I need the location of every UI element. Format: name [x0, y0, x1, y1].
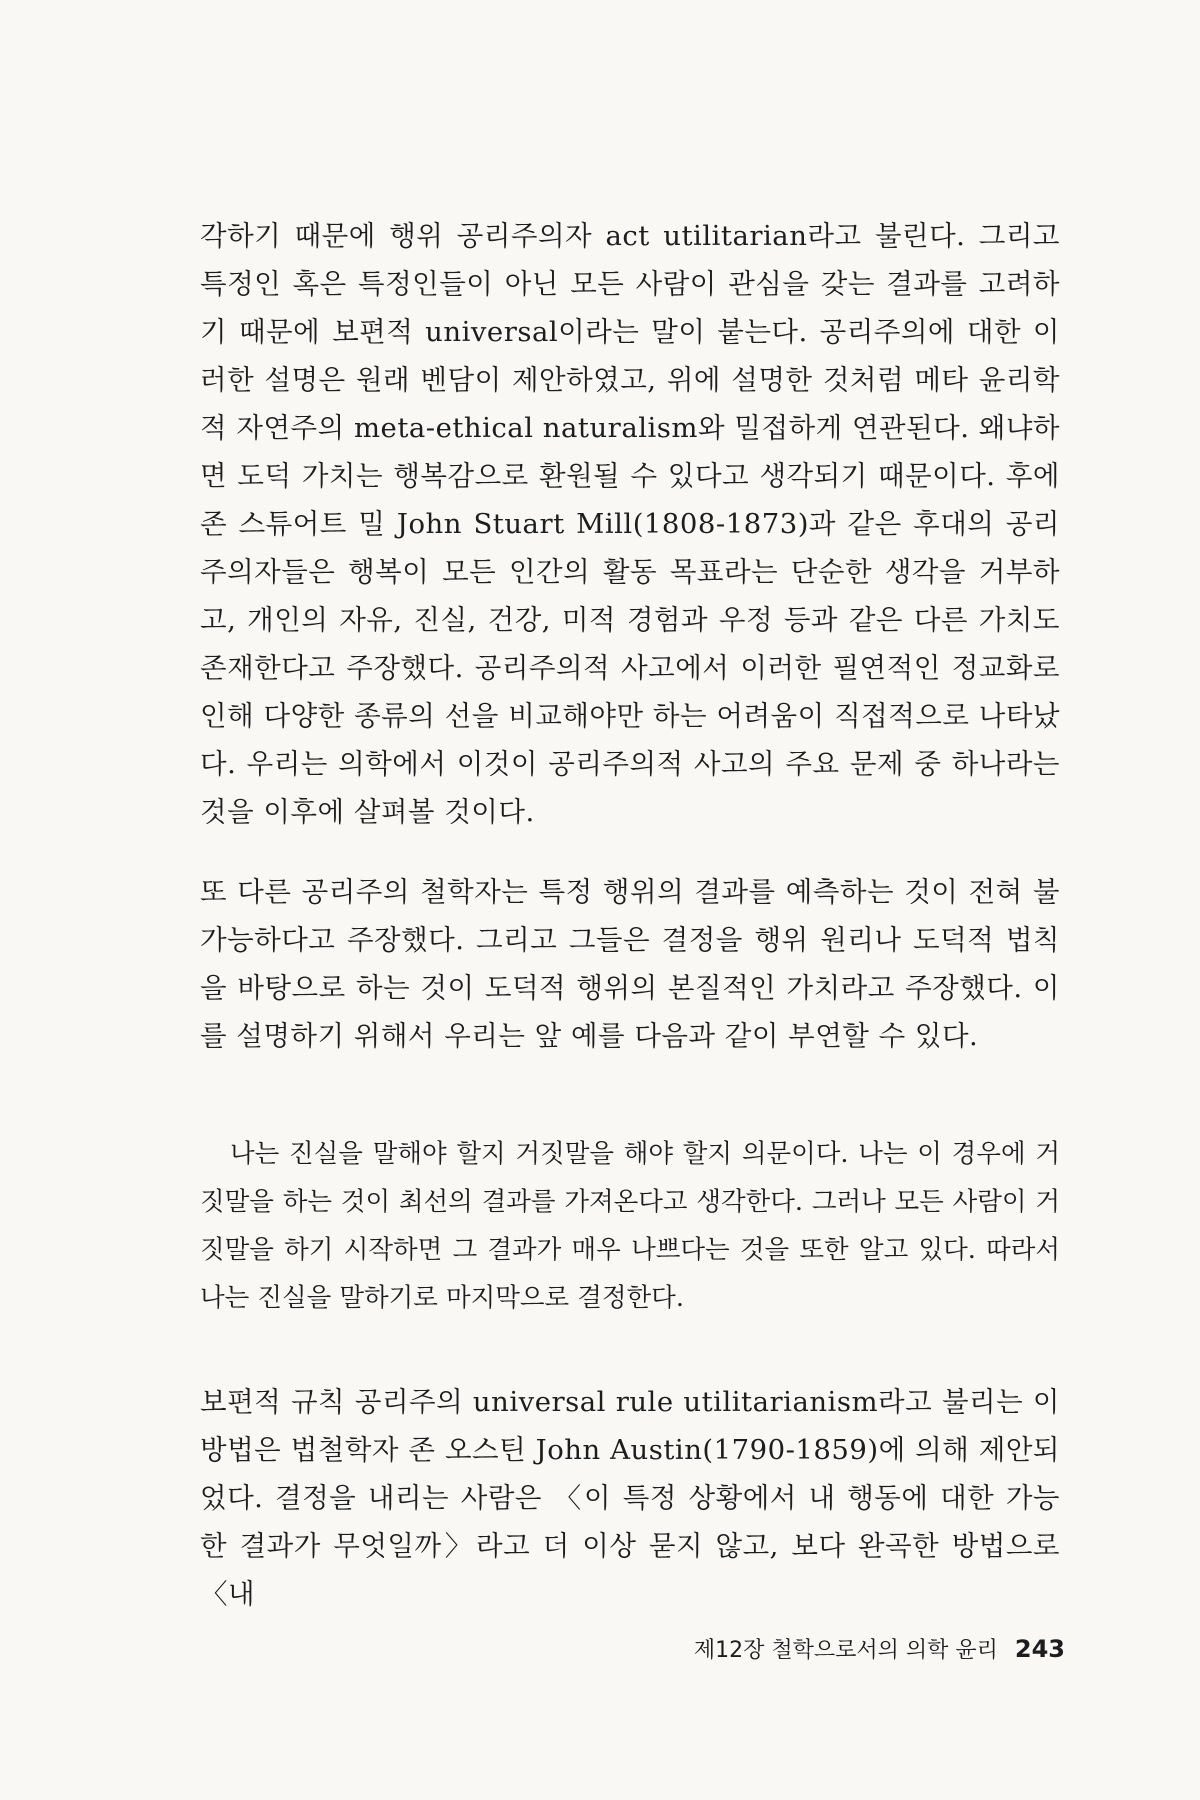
- page-footer: [694, 1633, 1065, 1664]
- chapter-title: 제12장 철학으로서의 의학 윤리: [693, 1638, 998, 1663]
- paragraph-text: 보편적 규칙 공리주의 universal rule utilitarianism라고 불리는 이 방법은 법철학자 존 오스틴 John Austin(1790-1859)에 의해 제안되었다. 결정을 내리는 사람은 〈이 특정 상황에서 내 행동에 대한 가능한 결과가 무엇일까〉라고 더 이상 묻지 않고, 보다 완곡한 방법으로 〈내: [200, 1386, 1060, 1610]
- page-number: 243: [1014, 1635, 1065, 1663]
- quote-text: 나는 진실을 말해야 할지 거짓말을 해야 할지 의문이다. 나는 이 경우에 거짓말을 하는 것이 최선의 결과를 가져온다고 생각한다. 그러나 모든 사람이 거짓말을 하기 시작하면 그 결과가 매우 나쁘다는 것을 또한 알고 있다. 따라서 나는 진실을 말하기로 마지막으로 결정한다.: [200, 1139, 1060, 1313]
- paragraph-text: 각하기 때문에 행위 공리주의자 act utilitarian라고 불린다. 그리고 특정인 혹은 특정인들이 아닌 모든 사람이 관심을 갖는 결과를 고려하기 때문에 보편적 universal이라는 말이 붙는다. 공리주의에 대한 이러한 설명은 원래 벤담이 제안하였고, 위에 설명한 것처럼 메타 윤리학적 자연주의 meta-ethical naturalism와 밀접하게 연관된다. 왜냐하면 도덕 가치는 행복감으로 환원될 수 있다고 생각되기 때문이다. 후에 존 스튜어트 밀 John Stuart Mill(1808-1873)과 같은 후대의 공리주의자들은 행복이 모든 인간의 활동 목표라는 단순한 생각을 거부하고, 개인의 자유, 진실, 건강, 미적 경험과 우정 등과 같은 다른 가치도 존재한다고 주장했다. 공리주의적 사고에서 이러한 필연적인 정교화로 인해 다양한 종류의 선을 비교해야만 하는 어려움이 직접적으로 나타났다. 우리는 의학에서 이것이 공리주의적 사고의 주요 문제 중 하나라는 것을 이후에 살펴볼 것이다.: [200, 220, 1060, 828]
- body-paragraph-3: [200, 1378, 1060, 1618]
- block-quote: [200, 1130, 1060, 1322]
- body-paragraph-2: [200, 868, 1060, 1060]
- paragraph-text: 또 다른 공리주의 철학자는 특정 행위의 결과를 예측하는 것이 전혀 불가능하다고 주장했다. 그리고 그들은 결정을 행위 원리나 도덕적 법칙을 바탕으로 하는 것이 도덕적 행위의 본질적인 가치라고 주장했다. 이를 설명하기 위해서 우리는 앞 예를 다음과 같이 부연할 수 있다.: [200, 876, 1060, 1052]
- body-paragraph-1: [200, 212, 1060, 836]
